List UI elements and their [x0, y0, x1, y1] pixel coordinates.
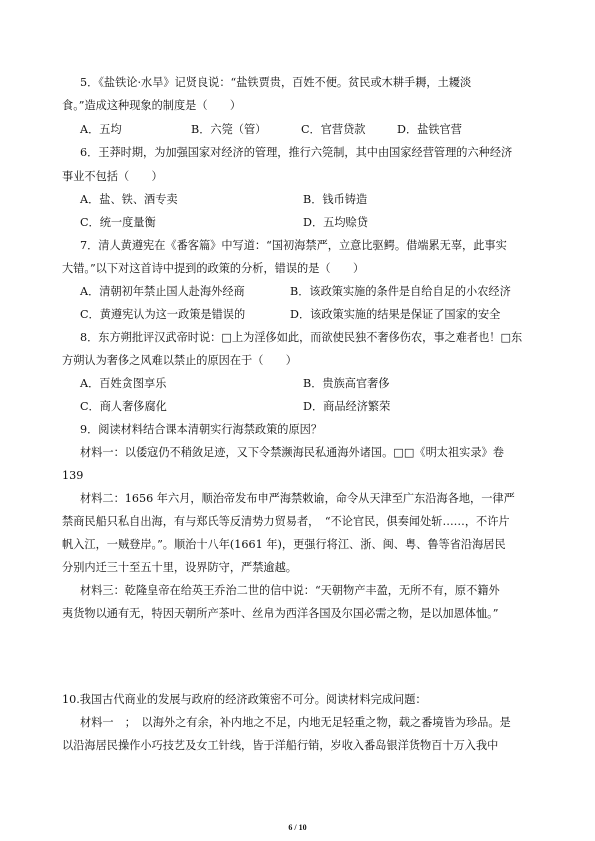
q7-option-d: D．该政策实施的结果是保证了国家的安全	[290, 308, 501, 321]
q6-option-b: B．钱币铸造	[303, 193, 368, 206]
q5-option-b: B．六筦（管）	[191, 123, 267, 136]
q6-option-c: C．统一度量衡	[80, 216, 156, 229]
q5-option-a: A．五均	[80, 123, 122, 136]
q10-material-1-line1: 材料一 ； 以海外之有余，补内地之不足，内地无足轻重之物，载之番境皆为珍品。是	[80, 716, 511, 729]
q5-option-c: C．官营贷款	[301, 123, 366, 136]
q9-material-2-line1: 材料二：1656 年六月，顺治帝发布申严海禁敕谕，命令从天津至广东沿海各地，一律严	[80, 492, 515, 505]
question-9-stem: 9．阅读材料结合课本清朝实行海禁政策的原因？	[80, 423, 323, 436]
question-5-stem-line1: 5．《盐铁论·水旱》记贤良说：“盐铁贾贵，百姓不便。贫民或木耕手耨，土耰淡	[80, 76, 472, 89]
q8-option-b: B．贵族高官奢侈	[303, 377, 390, 390]
q9-material-1-line1: 材料一：以倭寇仍不稍敛足迹，又下令禁濒海民私通海外诸国。□□《明太祖实录》卷	[80, 446, 504, 459]
question-8-stem-line1: 8．东方朔批评汉武帝时说：□上为淫侈如此，而欲使民独不奢侈伤农，事之难者也！□东	[80, 331, 523, 344]
question-5-stem-line2: 食。”造成这种现象的制度是（ ）	[62, 99, 242, 112]
question-7-stem-line1: 7．清人黄遵宪在《番客篇》中写道：“国初海禁严，立意比驱鳄。借端累无辜，此事实	[80, 239, 507, 252]
q7-option-c: C．黄遵宪认为这一政策是错误的	[80, 308, 246, 321]
q9-material-3-line2: 夷货物以通有无，特因天朝所产茶叶、丝帛为西洋各国及尔国必需之物，是以加恩体恤。”	[62, 607, 499, 620]
q6-option-a: A．盐、铁、酒专卖	[80, 193, 178, 206]
q9-material-3-line1: 材料三：乾隆皇帝在给英王乔治二世的信中说：“天朝物产丰盈，无所不有，原不籍外	[80, 584, 500, 597]
q8-option-d: D．商品经济繁荣	[303, 400, 391, 413]
q10-material-1-line2: 以沿海居民操作小巧技艺及女工针线，皆于洋船行销，岁收入番岛银洋货物百十万入我中	[62, 739, 499, 752]
question-6-stem-line2: 事业不包括（ ）	[62, 170, 163, 183]
q8-option-a: A．百姓贪图享乐	[80, 377, 167, 390]
q9-material-2-line4: 分别内迁三十至五十里，设界防守，严禁逾越。	[62, 561, 297, 574]
q6-option-d: D．五均赊贷	[303, 216, 368, 229]
q7-option-a: A．清朝初年禁止国人赴海外经商	[80, 285, 245, 298]
q7-option-b: B．该政策实施的条件是自给自足的小农经济	[290, 285, 511, 298]
q9-material-2-line2: 禁商民船只私自出海，有与郑氏等反清势力贸易者， “不论官民，俱奏闻处斩……，不许片	[62, 515, 510, 528]
page-number: 6 / 10	[288, 823, 307, 832]
question-10-stem: 10.我国古代商业的发展与政府的经济政策密不可分。阅读材料完成问题：	[62, 693, 427, 706]
q9-material-1-line2: 139	[62, 469, 84, 482]
question-8-stem-line2: 方朔认为奢侈之风难以禁止的原因在于（ ）	[62, 354, 297, 367]
question-7-stem-line2: 大错。”以下对这首诗中提到的政策的分析，错误的是（ ）	[62, 262, 365, 275]
q5-option-d: D．盐铁官营	[397, 123, 462, 136]
q8-option-c: C．商人奢侈腐化	[80, 400, 167, 413]
q9-material-2-line3: 帆入江，一贼登岸。”。顺治十八年(1661 年)，更强行将江、浙、闽、粤、鲁等省沿海居民	[62, 538, 506, 551]
question-6-stem-line1: 6．王莽时期，为加强国家对经济的管理，推行六筦制，其中由国家经营管理的六种经济	[80, 146, 513, 159]
